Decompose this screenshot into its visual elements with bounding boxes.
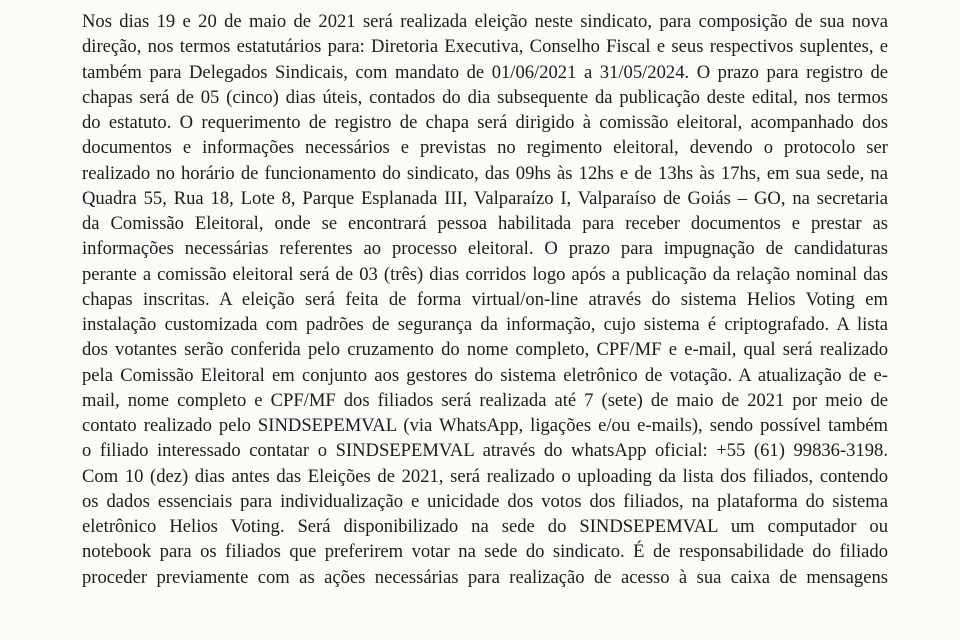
- text-line: dos votantes serão conferida pelo cruzamento do nome completo, CPF/MF e e-mail, qual será realizado: [82, 339, 888, 361]
- text-line: proceder previamente com as ações necessárias para realização de acesso à sua caixa de mensagens: [82, 566, 888, 588]
- text-line: mail, nome completo e CPF/MF dos filiados será realizada até 7 (sete) de maio de 2021 por meio de: [82, 389, 888, 411]
- text-line: do estatuto. O requerimento de registro de chapa será dirigido à comissão eleitoral, acompanhado dos: [82, 112, 888, 133]
- text-line: direção, nos termos estatutários para: Diretoria Executiva, Conselho Fiscal e seus respectivos suplentes, e: [82, 36, 888, 58]
- text-line: documentos e informações necessários e previstas no regimento eleitoral, devendo o protocolo ser: [82, 137, 888, 159]
- text-line: pela Comissão Eleitoral em conjunto aos gestores do sistema eletrônico de votação. A atualização de e-: [82, 364, 888, 386]
- text-line: contato realizado pelo SINDSEPEMVAL (via WhatsApp, ligações e/ou e-mails), sendo possível também: [82, 415, 888, 436]
- text-line: chapas inscritas. A eleição será feita de forma virtual/on-line através do sistema Helios Voting em: [82, 288, 888, 310]
- text-line: informações necessárias referentes ao processo eleitoral. O prazo para impugnação de candidaturas: [82, 238, 888, 260]
- text-line: perante a comissão eleitoral será de 03 (três) dias corridos logo após a publicação da relação nominal das: [82, 263, 888, 285]
- document-body: [82, 9, 888, 590]
- text-line: Quadra 55, Rua 18, Lote 8, Parque Esplanada III, Valparaízo I, Valparaíso de Goiás – GO, na secretaria: [82, 187, 888, 209]
- text-line: da Comissão Eleitoral, onde se encontrará pessoa habilitada para receber documentos e prestar as: [82, 213, 888, 234]
- text-line: notebook para os filiados que preferirem votar na sede do sindicato. É de responsabilidade do filiado: [82, 541, 888, 563]
- text-line: Com 10 (dez) dias antes das Eleições de 2021, será realizado o uploading da lista dos filiados, contendo: [82, 465, 888, 487]
- text-line: chapas será de 05 (cinco) dias úteis, contados do dia subsequente da publicação deste edital, nos termos: [82, 86, 888, 108]
- text-line: realizado no horário de funcionamento do sindicato, das 09hs às 12hs e de 13hs às 17hs, em sua sede, na: [82, 162, 888, 184]
- text-line: instalação customizada com padrões de segurança da informação, cujo sistema é criptografado. A lista: [82, 314, 888, 335]
- text-line: eletrônico Helios Voting. Será disponibilizado na sede do SINDSEPEMVAL um computador ou: [82, 516, 888, 537]
- text-line: Nos dias 19 e 20 de maio de 2021 será realizada eleição neste sindicato, para composição de sua nova: [82, 11, 888, 32]
- text-line: os dados essenciais para individualização e unicidade dos votos dos filiados, na plataforma do sistema: [82, 490, 888, 512]
- text-line: o filiado interessado contatar o SINDSEPEMVAL através do whatsApp oficial: +55 (61) 99836-3198.: [82, 440, 888, 462]
- text-line: também para Delegados Sindicais, com mandato de 01/06/2021 a 31/05/2024. O prazo para registro de: [82, 61, 888, 83]
